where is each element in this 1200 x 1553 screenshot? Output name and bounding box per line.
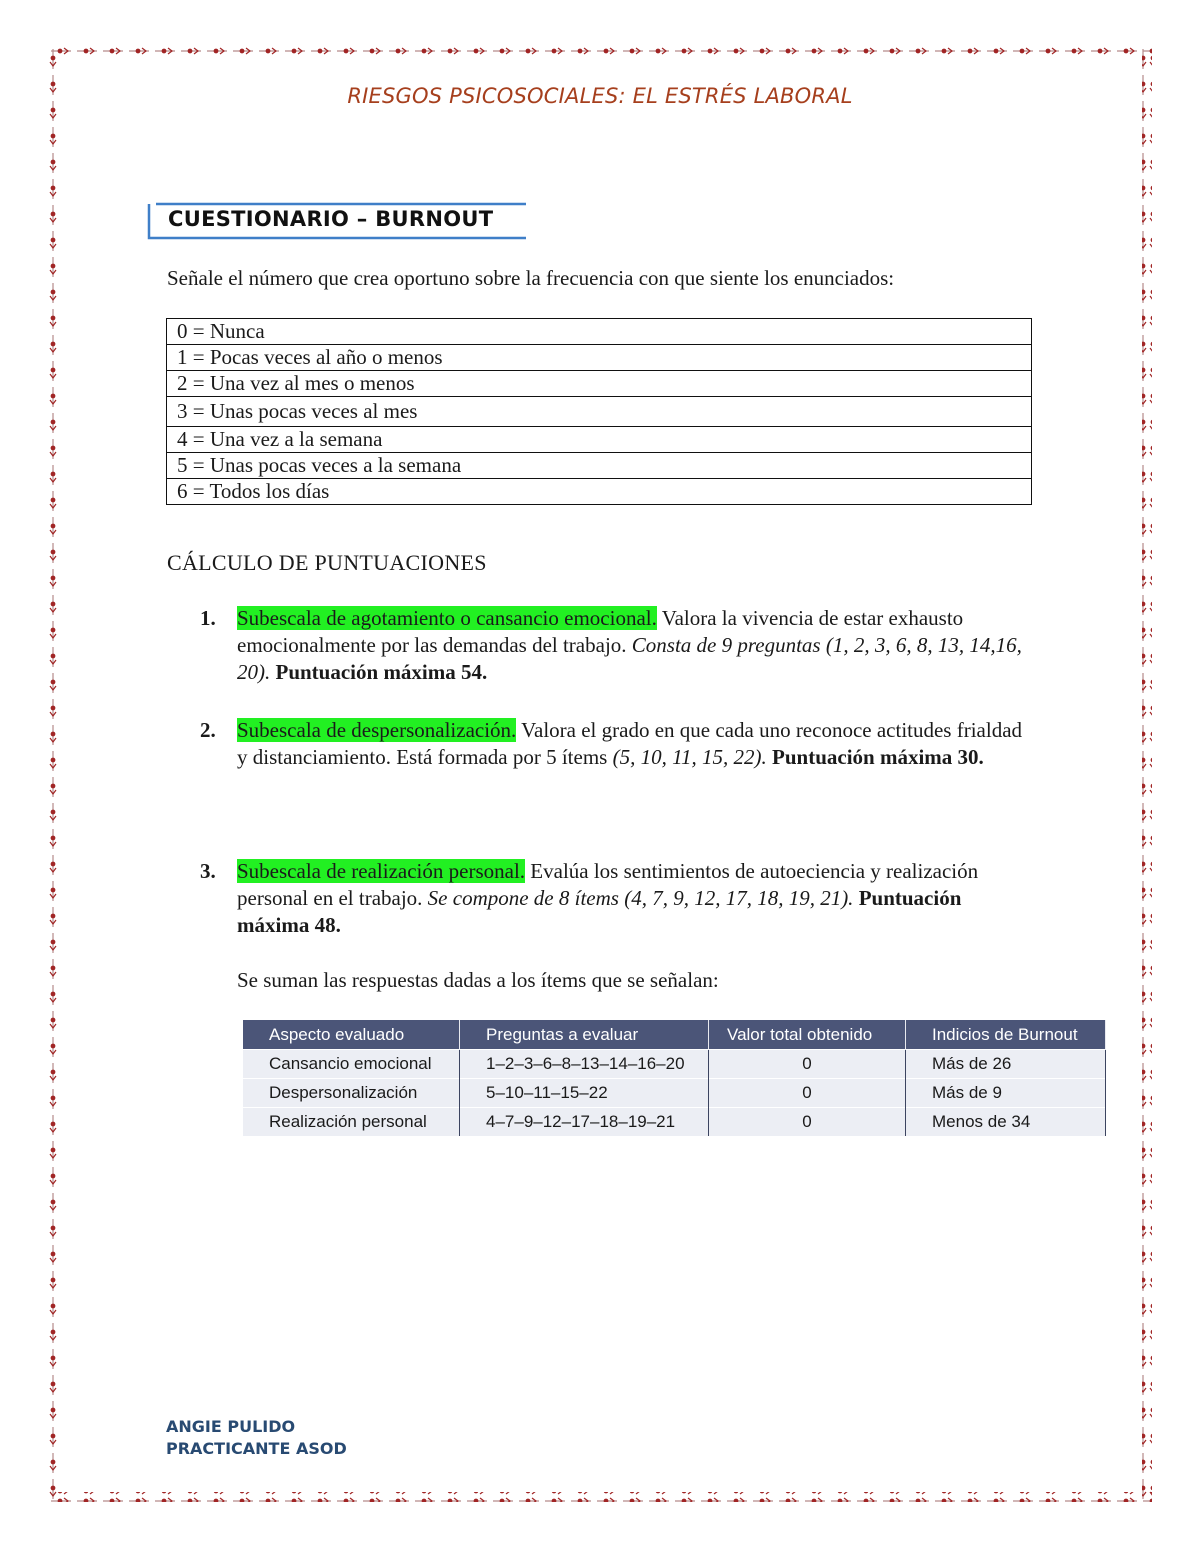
item-number: 3. — [200, 859, 216, 883]
item-text: Evalúa los sentimientos de autoeciencia y realización personal en el trabajo. — [237, 859, 979, 910]
footer-signature — [166, 1416, 347, 1460]
item-max-score: Puntuación máxima 54. — [270, 660, 488, 684]
scale-row — [167, 453, 1032, 479]
scale-cell: 2 = Una vez al mes o menos — [167, 371, 1032, 397]
item-highlight: Subescala de realización personal. — [237, 859, 526, 883]
item-text: Valora el grado en que cada uno reconoce actitudes frialdad y distanciamiento. Está formada por 5 ítems — [237, 718, 1023, 769]
results-cell: Despersonalización — [243, 1079, 460, 1108]
frequency-scale-table — [166, 318, 1032, 505]
results-value-cell: 0 — [709, 1108, 906, 1137]
results-header-cell: Indicios de Burnout — [906, 1020, 1106, 1050]
results-cell: 5–10–11–15–22 — [460, 1079, 709, 1108]
results-cell: Realización personal — [243, 1108, 460, 1137]
sum-instructions: Se suman las respuestas dadas a los ítems que se señalan: — [237, 968, 719, 992]
results-header-cell: Preguntas a evaluar — [460, 1020, 709, 1050]
item-italic: Se compone de 8 ítems (4, 7, 9, 12, 17, 18, 19, 21). — [427, 886, 854, 910]
item-body — [237, 858, 1037, 939]
item-text: Valora la vivencia de estar exhausto emocionalmente por las demandas del trabajo. — [237, 606, 964, 657]
scale-cell: 3 = Unas pocas veces al mes — [167, 397, 1032, 427]
item-number: 2. — [200, 718, 216, 742]
scale-cell: 0 = Nunca — [167, 319, 1032, 345]
item-max-score: Puntuación máxima 48. — [237, 886, 962, 937]
results-header-row — [243, 1020, 1106, 1050]
footer-role: PRACTICANTE ASOD — [166, 1439, 347, 1458]
results-header-cell: Aspecto evaluado — [243, 1020, 460, 1050]
table-row — [243, 1050, 1106, 1079]
scale-cell: 5 = Unas pocas veces a la semana — [167, 453, 1032, 479]
questionnaire-title-box — [146, 198, 526, 242]
footer-name: ANGIE PULIDO — [166, 1417, 296, 1436]
page-header-title: RIESGOS PSICOSOCIALES: EL ESTRÉS LABORAL — [347, 84, 853, 108]
results-header-cell: Valor total obtenido — [709, 1020, 906, 1050]
scale-row — [167, 319, 1032, 345]
results-cell: 1–2–3–6–8–13–14–16–20 — [460, 1050, 709, 1079]
scale-row — [167, 427, 1032, 453]
results-value-cell: 0 — [709, 1050, 906, 1079]
table-row — [243, 1108, 1106, 1137]
scale-row — [167, 479, 1032, 505]
item-highlight: Subescala de despersonalización. — [237, 718, 517, 742]
item-body — [237, 605, 1037, 686]
results-cell: Más de 26 — [906, 1050, 1106, 1079]
instructions-text: Señale el número que crea oportuno sobre la frecuencia con que siente los enunciados: — [167, 266, 895, 290]
scale-cell: 4 = Una vez a la semana — [167, 427, 1032, 453]
calculation-heading: CÁLCULO DE PUNTUACIONES — [167, 550, 487, 575]
item-number: 1. — [200, 606, 216, 630]
scale-row — [167, 397, 1032, 427]
results-cell: 4–7–9–12–17–18–19–21 — [460, 1108, 709, 1137]
results-cell: Más de 9 — [906, 1079, 1106, 1108]
scale-cell: 6 = Todos los días — [167, 479, 1032, 505]
results-value-cell: 0 — [709, 1079, 906, 1108]
table-row — [243, 1079, 1106, 1108]
item-body — [237, 717, 1037, 771]
item-max-score: Puntuación máxima 30. — [766, 745, 984, 769]
results-cell: Menos de 34 — [906, 1108, 1106, 1137]
page-border — [48, 46, 1152, 1502]
item-highlight: Subescala de agotamiento o cansancio emocional. — [237, 606, 657, 630]
item-italic: Consta de 9 preguntas (1, 2, 3, 6, 8, 13, 14,16, 20). — [237, 633, 1022, 684]
scale-cell: 1 = Pocas veces al año o menos — [167, 345, 1032, 371]
burnout-results-table — [243, 1020, 1106, 1136]
results-cell: Cansancio emocional — [243, 1050, 460, 1079]
scale-row — [167, 345, 1032, 371]
item-italic: (5, 10, 11, 15, 22). — [612, 745, 767, 769]
questionnaire-title: CUESTIONARIO – BURNOUT — [168, 207, 494, 231]
scale-row — [167, 371, 1032, 397]
